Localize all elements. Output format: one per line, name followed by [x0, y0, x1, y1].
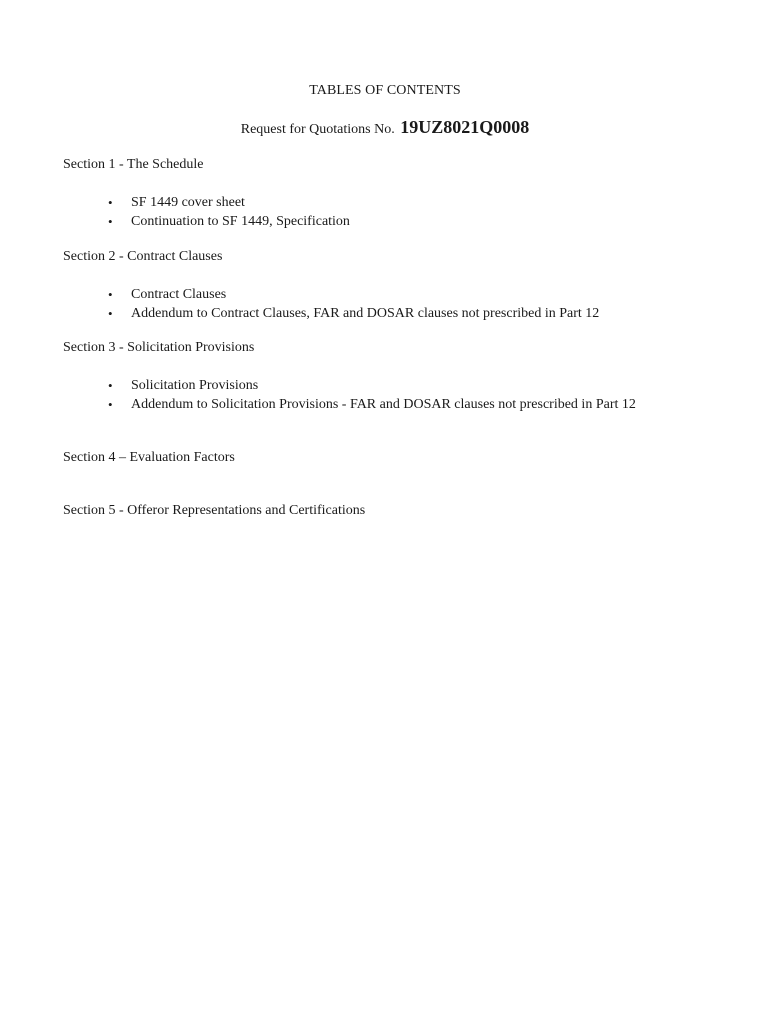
section-2-heading: Section 2 - Contract Clauses: [63, 249, 223, 264]
section-5-heading: Section 5 - Offeror Representations and Certifications: [63, 503, 366, 518]
list-item-text: SF 1449 cover sheet: [131, 195, 245, 210]
bullet-icon: •: [108, 378, 113, 393]
bullet-icon: •: [108, 214, 113, 229]
rfq-label: Request for Quotations No.: [240, 122, 395, 137]
bullet-icon: •: [108, 287, 113, 302]
rfq-number: 19UZ8021Q0008: [400, 117, 530, 137]
section-3-heading: Section 3 - Solicitation Provisions: [63, 340, 255, 355]
section-2-list: [108, 285, 599, 323]
list-item: [108, 395, 636, 414]
bullet-icon: •: [108, 195, 113, 210]
section-1-list: [108, 193, 350, 231]
list-item: [108, 193, 350, 212]
bullet-icon: •: [108, 397, 113, 412]
section-4-heading: Section 4 – Evaluation Factors: [63, 450, 235, 465]
document-title: TABLES OF CONTENTS: [309, 83, 461, 98]
list-item-text: Addendum to Contract Clauses, FAR and DOSAR clauses not prescribed in Part 12: [131, 306, 600, 321]
list-item-text: Contract Clauses: [131, 287, 227, 302]
list-item-text: Addendum to Solicitation Provisions - FAR and DOSAR clauses not prescribed in Part 12: [131, 397, 636, 412]
list-item-text: Solicitation Provisions: [131, 378, 259, 393]
list-item-text: Continuation to SF 1449, Specification: [131, 214, 350, 229]
list-item: [108, 304, 599, 323]
list-item: [108, 285, 599, 304]
list-item: [108, 376, 636, 395]
rfq-line: [0, 117, 770, 138]
bullet-icon: •: [108, 306, 113, 321]
section-1-heading: Section 1 - The Schedule: [63, 157, 204, 172]
section-3-list: [108, 376, 636, 414]
list-item: [108, 212, 350, 231]
